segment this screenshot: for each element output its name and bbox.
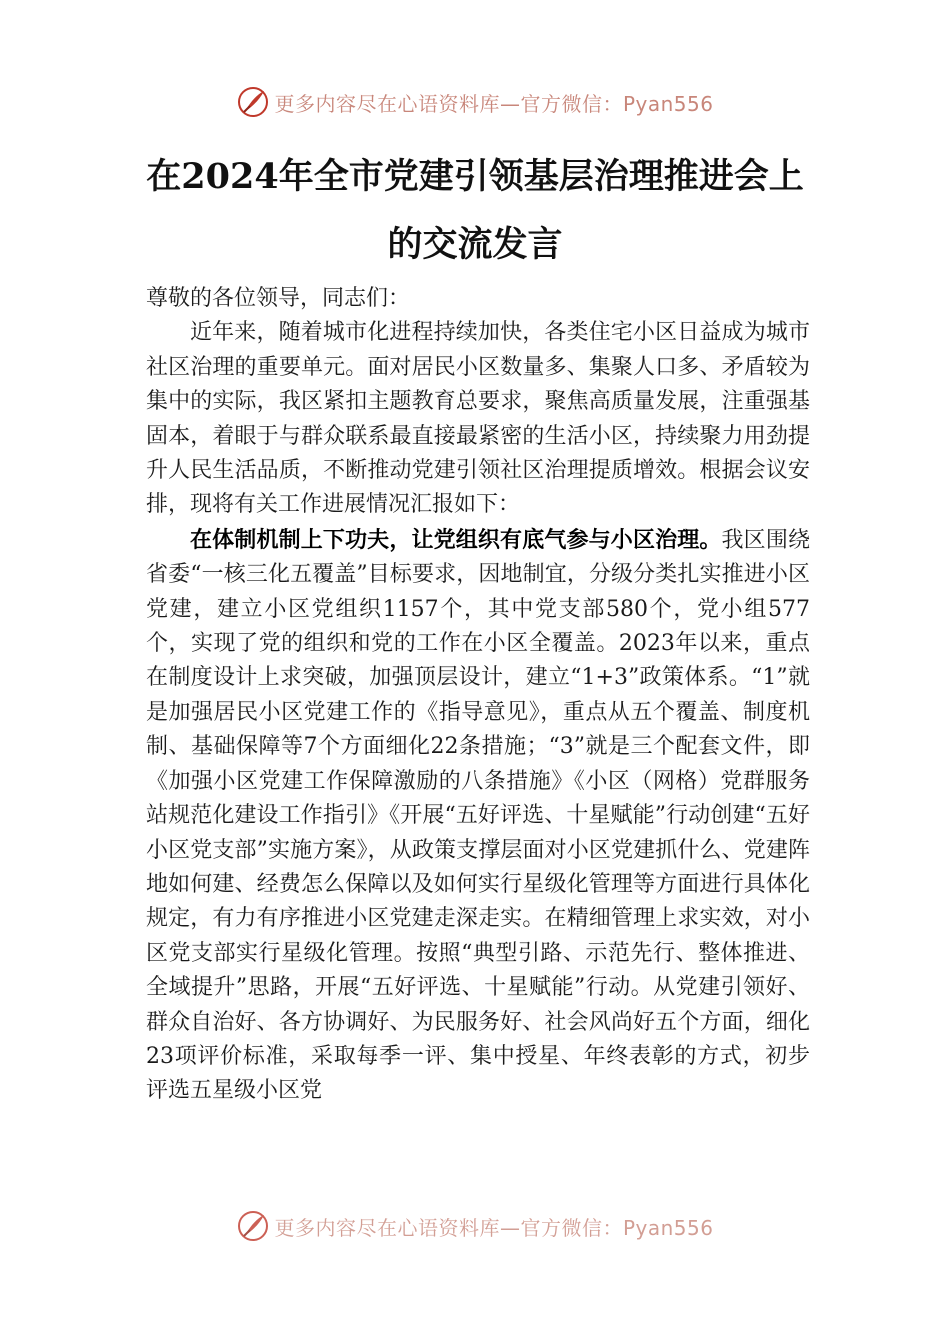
paragraph-mechanism-text: 我区围绕省委“一核三化五覆盖”目标要求，因地制宜，分级分类扎实推进小区党建，建立小区党组织1157个，其中党支部580个，党小组577个，实现了党的组织和党的工作在小区全覆盖。2023年以来，重点在制度设计上求突破，加强顶层设计，建立“1+3”政策体系。“1”就是加强居民小区党建工作的《指导意见》，重点从五个覆盖、制度机制、基础保障等7个方面细化22条措施；“3”就是三个配套文件，即《加强小区党建工作保障激励的八条措施》《小区（网格）党群服务站规范化建设工作指引》《开展“五好评选、十星赋能”行动创建“五好小区党支部”实施方案》，从政策支撑层面对小区党建抓什么、党建阵地如何建、经费怎么保障以及如何实行星级化管理等方面进行具体化规定，有力有序推进小区党建走深走实。在精细管理上求实效，对小区党支部实行星级化管理。按照“典型引路、示范先行、整体推进、全域提升”思路，开展“五好评选、十星赋能”行动。从党建引领好、群众自治好、各方协调好、为民服务好、社会风尚好五个方面，细化23项评价标准，采取每季一评、集中授星、年终表彰的方式，初步评选五星级小区党 [146,527,810,1104]
feather-pen-icon [236,85,270,119]
paragraph-intro: 近年来，随着城市化进程持续加快，各类住宅小区日益成为城市社区治理的重要单元。面对居民小区数量多、集聚人口多、矛盾较为集中的实际，我区紧扣主题教育总要求，聚焦高质量发展，注重强基固本，着眼于与群众联系最直接最紧密的生活小区，持续聚力用劲提升人民生活品质，不断推动党建引领社区治理提质增效。根据会议安排，现将有关工作进展情况汇报如下： [146,320,810,518]
document-title-line-1: 在2024年全市党建引领基层治理推进会上 [146,156,804,197]
watermark-text: 更多内容尽在心语资料库—官方微信：Pyan556 [274,1215,714,1240]
paragraph-heading: 在体制机制上下功夫，让党组织有底气参与小区治理。 [190,526,722,553]
salutation: 尊敬的各位领导，同志们： [146,286,411,311]
document-body [146,282,810,1217]
watermark-footer [0,1206,950,1246]
document-title-line-2: 的交流发言 [387,224,563,265]
feather-pen-icon [236,1209,270,1243]
paragraph-mechanism [146,523,810,1109]
watermark-text: 更多内容尽在心语资料库—官方微信：Pyan556 [274,91,714,116]
watermark-header [0,82,950,122]
